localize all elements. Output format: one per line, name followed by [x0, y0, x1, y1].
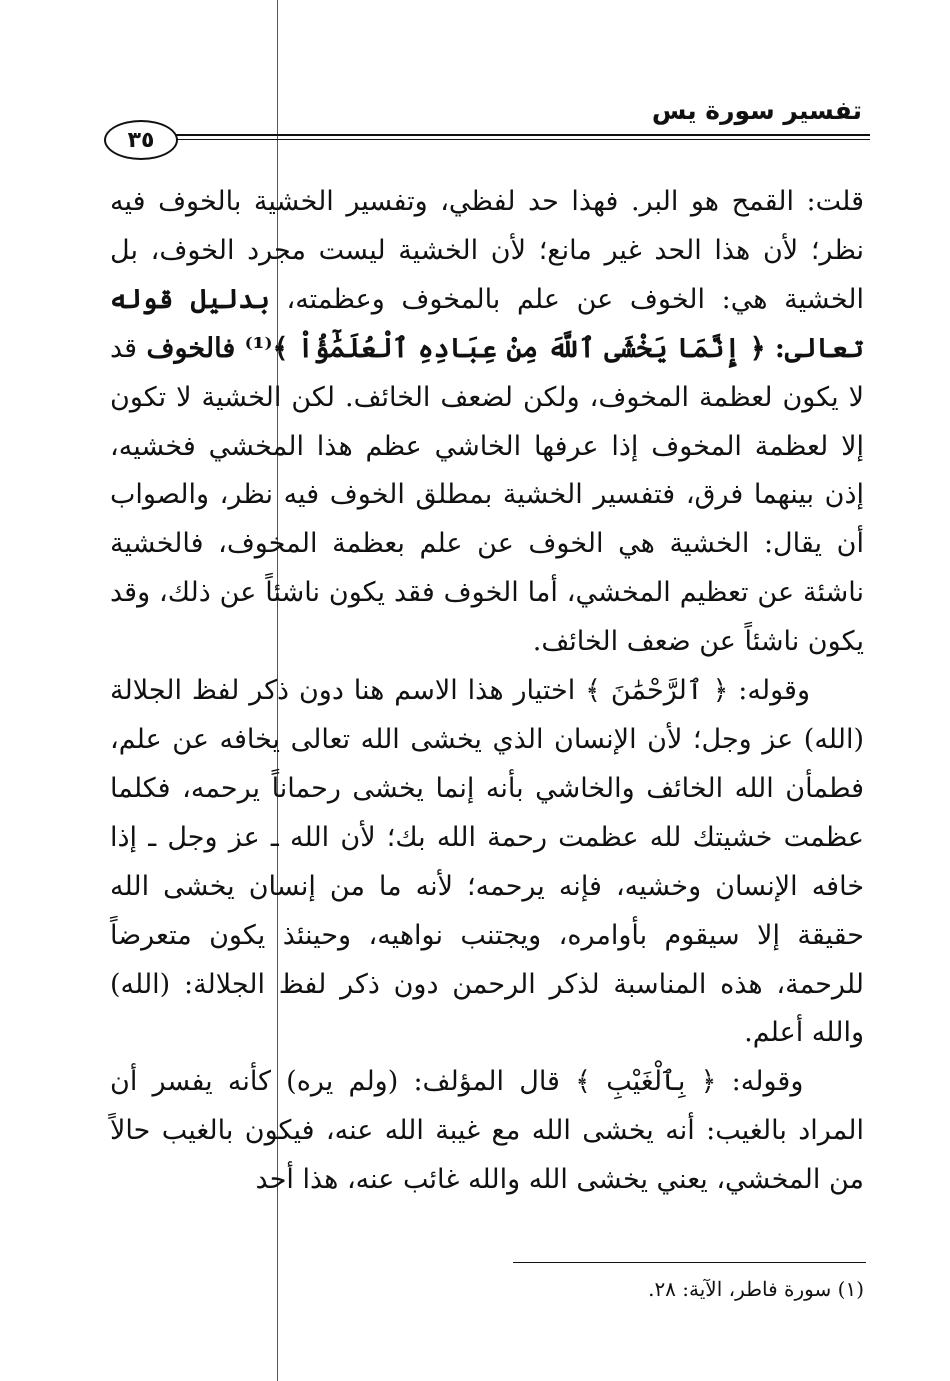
text-line: وقوله: ﴿ بِٱلْغَيْبِ ﴾ قال المؤلف: (ولم يره) كأنه يفسر أن: [110, 1066, 804, 1098]
text-line: عن علم، فطمأن الله الخائف والخاشي بأنه إنما يخشى رحماناً: [110, 723, 864, 804]
paragraph-3: [110, 1058, 864, 1205]
text-line: وحينئذ يكون متعرضاً للرحمة، هذه المناسبة لذكر الرحمن دون: [110, 919, 864, 1000]
footnote-rule: [513, 1262, 866, 1263]
paragraph-2: [110, 667, 864, 1058]
text-line: حالاً من المخشي، يعني يخشى الله والله غائب عنه، هذا أحد: [110, 1115, 864, 1196]
text-line: المخوف، فالخشية ناشئة عن تعظيم المخشي، أما الخوف فقد: [110, 528, 864, 609]
text-line: المراد بالغيب: أنه يخشى الله مع غيبة الله عنه، فيكون بالغيب: [150, 1115, 864, 1147]
text-line: قد لا يكون لعظمة المخوف، ولكن لضعف الخائف. لكن: [110, 332, 864, 413]
text-line: ذكر لفظ الجلالة: (الله) والله أعلم.: [110, 968, 864, 1049]
quran-verse-line: بدليل قوله تعالى: ﴿ إِنَّمَا يَخْشَى ٱللَّهَ مِنْ عِبَادِهِ ٱلْعُلَمَٰٓؤُاْ ﴾⁽¹⁾ فالخوف: [110, 283, 864, 364]
body-text: [110, 178, 864, 1205]
footnote: (١) سورة فاطر، الآية: ٢٨.: [648, 1277, 864, 1301]
text-line: الخوف، بل الخشية هي: الخوف عن علم بالمخوف وعظمته،: [110, 234, 864, 315]
page-number: ٣٥: [104, 120, 178, 160]
running-title: تفسير سورة يس: [651, 96, 862, 125]
text-line: الجلالة (الله) عز وجل؛ لأن الإنسان الذي يخشى الله تعالى يخافه: [110, 675, 864, 755]
text-line: قلت: القمح هو البر. فهذا حد لفظي، وتفسير الخشية بالخوف: [145, 186, 864, 217]
text-line: المخشي فخشيه، إذن بينهما فرق، فتفسير الخشية بمطلق الخوف: [110, 430, 864, 511]
text-line: فيه نظر؛ لأن هذا الحد غير مانع؛ لأن الخشية ليست مجرد: [110, 186, 864, 266]
text-line: فيه نظر، والصواب أن يقال: الخشية هي الخوف عن علم بعظمة: [110, 479, 865, 560]
text-line: يرحمه، فكلما عظمت خشيتك لله عظمت رحمة الله بك؛ لأن الله: [110, 772, 864, 853]
header-rule-thick: [170, 134, 870, 136]
header-rule-thin: [170, 139, 870, 140]
page-header: [100, 96, 870, 156]
text-line: الخشية لا تكون إلا لعظمة المخوف إذا عرفها الخاشي عظم هذا: [110, 381, 864, 462]
text-line: إنسان يخشى الله حقيقة إلا سيقوم بأوامره، ويجتنب نواهيه،: [110, 870, 864, 951]
text-line: ـ عز وجل ـ إذا خافه الإنسان وخشيه، فإنه يرحمه؛ لأنه ما من: [110, 821, 865, 902]
text-line: يكون ناشئاً عن ذلك، وقد يكون ناشئاً عن ضعف الخائف.: [110, 577, 864, 658]
paragraph-1: [110, 178, 864, 667]
text-line: وقوله: ﴿ ٱلرَّحْمَٰنَ ﴾ اختيار هذا الاسم هنا دون ذكر لفظ: [181, 675, 810, 707]
